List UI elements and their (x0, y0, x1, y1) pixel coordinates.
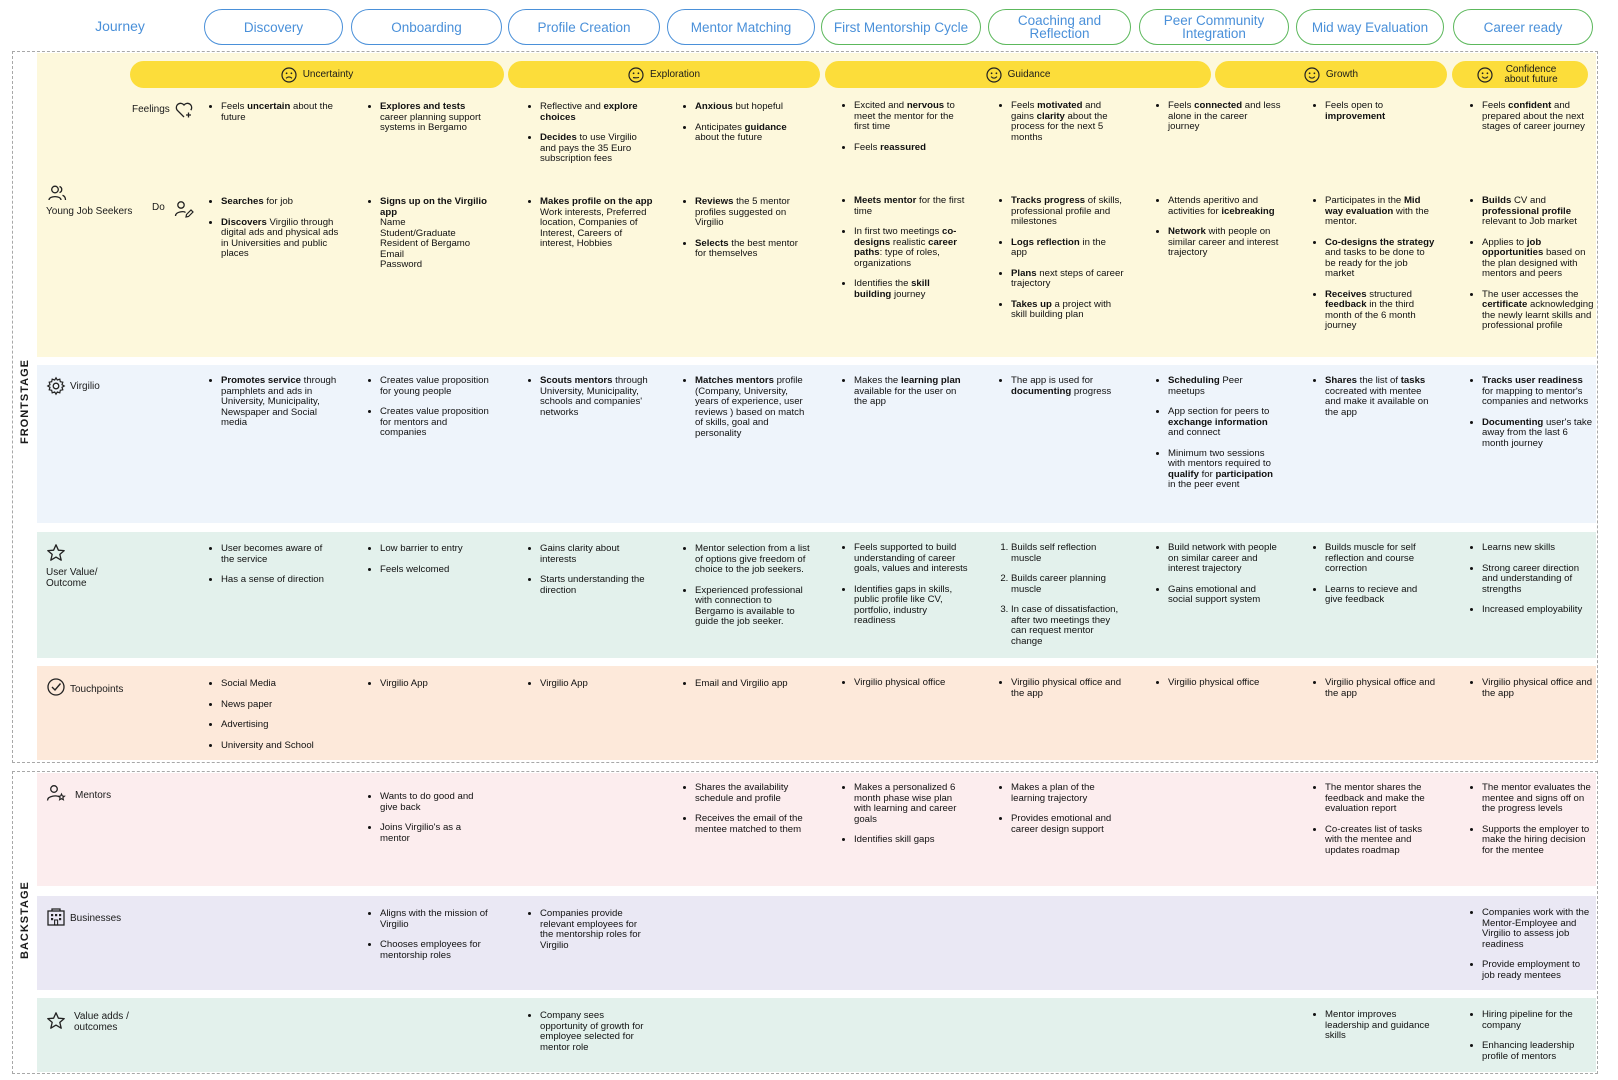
bullet-list (529, 544, 653, 596)
list-item: • Provides emotional and career design support (1011, 814, 1124, 835)
list-item: • Shares the list of tasks cocreated with mentee and make it available on the app (1325, 376, 1436, 418)
list-item: • Company sees opportunity of growth for employee selected for mentor role (540, 1011, 653, 1053)
list-item: • Virgilio physical office and the app (1482, 678, 1595, 699)
mentors-cell-career (1471, 783, 1595, 856)
list-item: • Explores and tests career planning support systems in Bergamo (380, 102, 491, 134)
bullet-list (1471, 678, 1595, 699)
bullet-list (1471, 543, 1595, 616)
value-cell-coaching (998, 543, 1124, 647)
valueadds-cell-profile (529, 1011, 653, 1053)
list-item: • Identifies skill gaps (854, 835, 969, 846)
bullet-list (843, 783, 969, 846)
value-cell-profile (529, 544, 653, 596)
phase-first-mentorship-cycle[interactable]: First Mentorship Cycle (821, 9, 981, 45)
touchpoints-cell-onboarding (369, 679, 491, 690)
touchpoints-cell-midway (1314, 678, 1438, 699)
businesses-cell-onboarding (369, 909, 491, 961)
list-item: 2. Builds career planning muscle (1011, 574, 1124, 595)
do-cell-coaching (1000, 196, 1124, 321)
feelings-cell-peer (1157, 101, 1281, 133)
phase-peer-community[interactable]: Peer Community Integration (1139, 9, 1289, 45)
users-icon (47, 183, 67, 203)
list-item: • Social Media (221, 679, 340, 690)
valueadds-cell-midway (1314, 1010, 1438, 1042)
list-item: • Chooses employees for mentorship roles (380, 940, 491, 961)
list-item: • News paper (221, 700, 340, 711)
emotion-label: Guidance (1007, 68, 1051, 80)
list-item: • Mentor improves leadership and guidance skills (1325, 1010, 1438, 1042)
bullet-list (684, 376, 808, 439)
list-item: • Builds CV and professional profile relevant to Job market (1482, 196, 1595, 228)
list-item: • Virgilio physical office (854, 678, 969, 689)
person-edit-icon (174, 199, 194, 219)
bullet-list (684, 102, 808, 144)
bullet-list (1314, 543, 1436, 606)
bullet-list (1157, 196, 1281, 259)
bullet-list (1157, 543, 1281, 606)
feelings-cell-first-cycle (843, 101, 969, 153)
list-item: • Email and Virgilio app (695, 679, 808, 690)
list-item: • Discovers Virgilio through digital ads and physical ads in Universities and public places (221, 218, 340, 260)
list-item: • The mentor shares the feedback and make the evaluation report (1325, 783, 1438, 815)
bullet-list (1471, 783, 1595, 856)
list-item: • Co-designs the strategy and tasks to be done to be ready for the job market (1325, 238, 1438, 280)
list-item: • Virgilio physical office and the app (1011, 678, 1124, 699)
list-item: • Scouts mentors through University, Municipality, schools and companies' networks (540, 376, 653, 418)
list-item: • Feels connected and less alone in the career journey (1168, 101, 1281, 133)
list-item: • Plans next steps of career trajectory (1011, 269, 1124, 290)
star-icon (46, 543, 66, 563)
virgilio-cell-profile (529, 376, 653, 418)
emotion-label: Confidence about future (1504, 63, 1558, 85)
phase-discovery[interactable]: Discovery (204, 9, 343, 45)
list-item: • Experienced professional with connection to Bergamo is available to guide the job seeker. (695, 586, 810, 628)
bullet-list (210, 376, 340, 429)
do-cell-career (1471, 196, 1595, 332)
touchpoints-cell-coaching (1000, 678, 1124, 699)
list-item: • Applies to job opportunities based on the plan designed with mentors and peers (1482, 238, 1595, 280)
list-item: • Joins Virgilio's as a mentor (380, 823, 491, 844)
phase-profile-creation[interactable]: Profile Creation (508, 9, 660, 45)
smile-face-icon (986, 67, 1002, 83)
emotion-confidence (1452, 61, 1588, 88)
list-item: 1. Builds self reflection muscle (1011, 543, 1124, 564)
list-item: • Scheduling Peer meetups (1168, 376, 1281, 397)
list-item: • Excited and nervous to meet the mentor for the first time (854, 101, 969, 133)
list-item: • Signs up on the Virgilio app Name Student/Graduate Resident of Bergamo Email Password (380, 197, 491, 271)
bullet-list (369, 197, 491, 271)
list-item: • Identifies the skill building journey (854, 279, 969, 300)
bullet-list (369, 102, 491, 134)
bullet-list (843, 196, 969, 300)
list-item: • Makes profile on the app Work interests, Preferred location, Companies of Interest, Careers of interest, Hobbies (540, 197, 653, 250)
bullet-list (1314, 101, 1436, 122)
bullet-list (684, 544, 810, 628)
value-cell-midway (1314, 543, 1436, 606)
valueadds-cell-career (1471, 1010, 1595, 1062)
bullet-list (369, 679, 491, 690)
do-cell-peer (1157, 196, 1281, 259)
bullet-list (529, 102, 653, 165)
row-feelings: Feelings (132, 104, 170, 115)
virgilio-cell-first-cycle (843, 376, 969, 408)
list-item: • Makes a personalized 6 month phase wise plan with learning and career goals (854, 783, 969, 825)
touchpoints-cell-discovery (210, 679, 340, 751)
bullet-list (529, 1011, 653, 1053)
do-cell-discovery (210, 197, 340, 260)
bullet-list (1471, 196, 1595, 332)
do-cell-matching (684, 197, 808, 260)
list-item: • Companies provide relevant employees for the mentorship roles for Virgilio (540, 909, 653, 951)
heart-plus-icon (174, 100, 194, 120)
businesses-cell-career (1471, 908, 1595, 981)
list-item: • In first two meetings co-designs realistic career paths: type of roles, organizations (854, 227, 969, 269)
list-item: • Selects the best mentor for themselves (695, 239, 808, 260)
phase-coaching-reflection[interactable]: Coaching and Reflection (988, 9, 1131, 45)
businesses-band (37, 896, 1596, 990)
list-item: • App section for peers to exchange information and connect (1168, 407, 1281, 439)
backstage-label: BACKSTAGE (19, 881, 31, 959)
touchpoints-cell-peer (1157, 678, 1281, 689)
list-item: • Gains emotional and social support system (1168, 585, 1281, 606)
list-item: • Starts understanding the direction (540, 575, 653, 596)
row-young-job-seekers: Young Job Seekers (46, 206, 133, 217)
list-item: • Strong career direction and understanding of strengths (1482, 564, 1595, 596)
list-item: • Feels confident and prepared about the next stages of career journey (1482, 101, 1593, 133)
phase-onboarding[interactable]: Onboarding (351, 9, 502, 45)
bullet-list (529, 909, 653, 951)
feelings-cell-discovery (210, 102, 336, 123)
list-item: • Attends aperitivo and activities for icebreaking (1168, 196, 1281, 217)
value-cell-peer (1157, 543, 1281, 606)
list-item: • Participates in the Mid way evaluation with the mentor. (1325, 196, 1438, 228)
list-item: • Reflective and explore choices (540, 102, 653, 123)
virgilio-cell-peer (1157, 376, 1281, 491)
do-cell-profile (529, 197, 653, 250)
emotion-label: Exploration (649, 68, 701, 80)
emotion-uncertainty (130, 61, 504, 88)
touchpoints-cell-first-cycle (843, 678, 969, 689)
list-item: • Promotes service through pamphlets and ads in University, Municipality, Newspaper and Social media (221, 376, 340, 429)
list-item: • Receives structured feedback in the third month of the 6 month journey (1325, 290, 1438, 332)
bullet-list (369, 376, 491, 439)
feelings-cell-career (1471, 101, 1593, 133)
phase-mid-way-evaluation[interactable]: Mid way Evaluation (1296, 9, 1444, 45)
bullet-list (210, 197, 340, 260)
emotion-growth (1215, 61, 1447, 88)
list-item: • Low barrier to entry (380, 544, 491, 555)
list-item: • The app is used for documenting progress (1011, 376, 1124, 397)
bullet-list (369, 544, 491, 575)
emotion-label: Growth (1325, 68, 1359, 80)
bullet-list (1157, 376, 1281, 491)
list-item: • Learns to recieve and give feedback (1325, 585, 1436, 606)
bullet-list (1000, 376, 1124, 397)
smile-face-icon (1477, 67, 1493, 83)
row-do: Do (152, 202, 165, 213)
bullet-list (1471, 908, 1595, 981)
list-item: • Meets mentor for the first time (854, 196, 969, 217)
bullet-list (1157, 678, 1281, 689)
row-virgilio: Virgilio (70, 381, 100, 392)
list-item: • Advertising (221, 720, 340, 731)
row-mentors: Mentors (75, 790, 112, 801)
list-item: • Tracks user readiness for mapping to mentor's companies and networks (1482, 376, 1595, 408)
touchpoints-cell-matching (684, 679, 808, 690)
gear-icon (46, 376, 66, 396)
neutral-face-icon (628, 67, 644, 83)
list-item: • University and School (221, 741, 340, 752)
row-touchpoints: Touchpoints (70, 684, 124, 695)
mentors-cell-midway (1314, 783, 1438, 856)
bullet-list (210, 102, 336, 123)
list-item: • Creates value proposition for young people (380, 376, 491, 397)
value-cell-matching (684, 544, 810, 628)
list-item: • Feels supported to build understanding of career goals, values and interests (854, 543, 969, 575)
list-item: • Enhancing leadership profile of mentors (1482, 1041, 1595, 1062)
list-item: • Increased employability (1482, 605, 1595, 616)
list-item: • Wants to do good and give back (380, 792, 491, 813)
building-icon (46, 907, 66, 927)
bullet-list (1000, 783, 1124, 835)
list-item: • Receives the email of the mentee matched to them (695, 814, 808, 835)
bullet-list (210, 679, 340, 751)
list-item: • Gains clarity about interests (540, 544, 653, 565)
list-item: • Creates value proposition for mentors and companies (380, 407, 491, 439)
virgilio-cell-coaching (1000, 376, 1124, 397)
bullet-list (1314, 1010, 1438, 1042)
bullet-list (1314, 678, 1438, 699)
list-item: • The user accesses the certificate acknowledging the newly learnt skills and professional profile (1482, 290, 1595, 332)
list-item: • Virgilio physical office and the app (1325, 678, 1438, 699)
list-item: • User becomes aware of the service (221, 544, 336, 565)
bullet-list (210, 544, 336, 586)
bullet-list (1000, 678, 1124, 699)
mentors-cell-matching (684, 783, 808, 835)
list-item: • Feels welcomed (380, 565, 491, 576)
list-item: 3. In case of dissatisfaction, after two meetings they can request mentor change (1011, 605, 1124, 647)
value-cell-first-cycle (843, 543, 969, 627)
list-item: • Matches mentors profile (Company, University, years of experience, user reviews ) based on match of skills, goal and personality (695, 376, 808, 439)
list-item: • Decides to use Virgilio and pays the 35 Euro subscription fees (540, 133, 653, 165)
virgilio-cell-onboarding (369, 376, 491, 439)
list-item: • Minimum two sessions with mentors required to qualify for participation in the peer event (1168, 449, 1281, 491)
mentor-person-icon (46, 783, 66, 803)
touchpoints-cell-career (1471, 678, 1595, 699)
phase-mentor-matching[interactable]: Mentor Matching (667, 9, 815, 45)
list-item: • Takes up a project with skill building plan (1011, 300, 1124, 321)
list-item: • Aligns with the mission of Virgilio (380, 909, 491, 930)
bullet-list (1000, 196, 1124, 321)
feelings-cell-coaching (1000, 101, 1124, 143)
star-icon (46, 1011, 66, 1031)
touchpoints-cell-profile (529, 679, 653, 690)
smile-face-icon (1304, 67, 1320, 83)
value-cell-onboarding (369, 544, 491, 575)
bullet-list (998, 543, 1124, 647)
row-businesses: Businesses (70, 913, 122, 924)
list-item: • Feels motivated and gains clarity about the process for the next 5 months (1011, 101, 1124, 143)
phase-career-ready[interactable]: Career ready (1453, 9, 1593, 45)
virgilio-cell-matching (684, 376, 808, 439)
list-item: • Supports the employer to make the hiring decision for the mentee (1482, 825, 1595, 857)
list-item: • Virgilio physical office (1168, 678, 1281, 689)
virgilio-cell-career (1471, 376, 1595, 449)
value-cell-discovery (210, 544, 336, 586)
list-item: • Reviews the 5 mentor profiles suggested on Virgilio (695, 197, 808, 229)
bullet-list (529, 679, 653, 690)
bullet-list (843, 376, 969, 408)
bullet-list (369, 792, 491, 844)
virgilio-cell-discovery (210, 376, 340, 429)
list-item: • Mentor selection from a list of options give freedom of choice to the job seekers. (695, 544, 810, 576)
bullet-list (529, 376, 653, 418)
list-item: • Shares the availability schedule and profile (695, 783, 808, 804)
feelings-cell-midway (1314, 101, 1436, 122)
list-item: • Hiring pipeline for the company (1482, 1010, 1595, 1031)
bullet-list (1000, 101, 1124, 143)
list-item: • Feels uncertain about the future (221, 102, 336, 123)
list-item: • Feels reassured (854, 143, 969, 154)
frontstage-label: FRONTSTAGE (19, 359, 31, 444)
bullet-list (1471, 376, 1595, 449)
emotion-label: Uncertainty (302, 68, 354, 80)
bullet-list (843, 678, 969, 689)
do-cell-midway (1314, 196, 1438, 332)
sad-face-icon (281, 67, 297, 83)
row-value-adds: Value adds / outcomes (74, 1011, 129, 1033)
list-item: • Anticipates guidance about the future (695, 123, 808, 144)
list-item: • Build network with people on similar career and interest trajectory (1168, 543, 1281, 575)
check-circle-icon (46, 677, 66, 697)
bullet-list (684, 197, 808, 260)
value-cell-career (1471, 543, 1595, 616)
businesses-cell-profile (529, 909, 653, 951)
list-item: • Co-creates list of tasks with the mentee and updates roadmap (1325, 825, 1438, 857)
list-item: • Logs reflection in the app (1011, 238, 1124, 259)
bullet-list (1471, 101, 1593, 133)
journey-label: Journey (95, 18, 145, 34)
mentors-cell-first-cycle (843, 783, 969, 846)
list-item: • Network with people on similar career and interest trajectory (1168, 227, 1281, 259)
feelings-cell-matching (684, 102, 808, 144)
list-item: • Documenting user's take away from the last 6 month journey (1482, 418, 1595, 450)
feelings-cell-onboarding (369, 102, 491, 134)
list-item: • Feels open to improvement (1325, 101, 1436, 122)
feelings-cell-profile (529, 102, 653, 165)
list-item: • The mentor evaluates the mentee and signs off on the progress levels (1482, 783, 1595, 815)
mentors-cell-onboarding (369, 792, 491, 844)
bullet-list (369, 909, 491, 961)
list-item: • Anxious but hopeful (695, 102, 808, 113)
list-item: • Virgilio App (380, 679, 491, 690)
list-item: • Learns new skills (1482, 543, 1595, 554)
do-cell-onboarding (369, 197, 491, 271)
bullet-list (1314, 376, 1436, 418)
list-item: • Makes a plan of the learning trajectory (1011, 783, 1124, 804)
list-item: • Builds muscle for self reflection and course correction (1325, 543, 1436, 575)
bullet-list (843, 101, 969, 153)
list-item: • Has a sense of direction (221, 575, 336, 586)
bullet-list (1157, 101, 1281, 133)
emotion-exploration (508, 61, 820, 88)
list-item: • Companies work with the Mentor-Employee and Virgilio to assess job readiness (1482, 908, 1595, 950)
do-cell-first-cycle (843, 196, 969, 300)
virgilio-cell-midway (1314, 376, 1436, 418)
list-item: • Searches for job (221, 197, 340, 208)
list-item: • Identifies gaps in skills, public profile like CV, portfolio, industry readiness (854, 585, 969, 627)
bullet-list (843, 543, 969, 627)
bullet-list (1314, 783, 1438, 856)
bullet-list (529, 197, 653, 250)
emotion-guidance (825, 61, 1211, 88)
bullet-list (684, 783, 808, 835)
bullet-list (1471, 1010, 1595, 1062)
bullet-list (1314, 196, 1438, 332)
bullet-list (684, 679, 808, 690)
list-item: • Makes the learning plan available for the user on the app (854, 376, 969, 408)
list-item: • Provide employment to job ready mentees (1482, 960, 1595, 981)
list-item: • Tracks progress of skills, professional profile and milestones (1011, 196, 1124, 228)
row-user-value: User Value/ Outcome (46, 567, 98, 589)
mentors-cell-coaching (1000, 783, 1124, 835)
list-item: • Virgilio App (540, 679, 653, 690)
